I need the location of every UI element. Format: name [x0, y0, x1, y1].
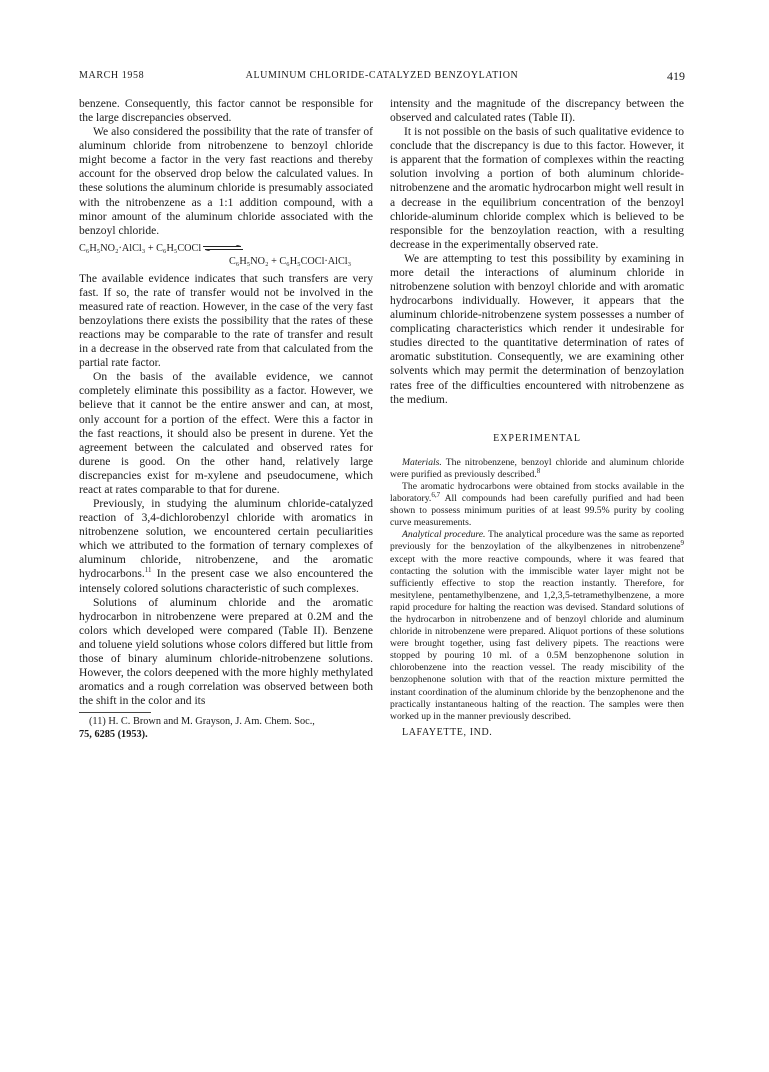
- paragraph-text: The analytical procedure was the same as reported previously for the benzoylation of the alkylbenzenes in nitrobenzene: [390, 529, 684, 553]
- paragraph: On the basis of the available evidence, we cannot completely eliminate this possibility as a factor. However, we believe that it cannot be the entire answer and can, at most, only account for a portion of the effect. Were this a factor in the fast reactions, it should also be present in durene. Yet the agreement between the calculated and observed rates for durene is good. On the other hand, relatively large discrepancies exist for m-xylene and pseudocumene, which react at rates comparable to that for durene.: [79, 371, 373, 496]
- paragraph: Solutions of aluminum chloride and the aromatic hydrocarbon in nitrobenzene were prepared at 0.2M and the colors which developed were compared (Table II). Benzene and toluene yield solutions whose colors differed but little from those of binary aluminum chloride-nitrobenzene solutions. However, the colors deepened with the more highly methylated aromatics and a rough correlation was observed between both the shift in the color and its: [79, 596, 373, 708]
- citation-superscript: 6,7: [431, 490, 441, 499]
- equilibrium-arrow-icon: [203, 245, 243, 251]
- paragraph: [390, 457, 684, 481]
- paragraph: [390, 529, 684, 723]
- right-column: [390, 97, 684, 740]
- footnote-line: 75, 6285 (1953).: [79, 728, 148, 740]
- paragraph-text: Previously, in studying the aluminum chloride-catalyzed reaction of 3,4-dichlorobenzyl chloride with aromatics in nitrobenzene solution, we encountered certain peculiarities which we attributed to the formation of ternary complexes of aluminum chloride, nitrobenzene, and the aromatic hydrocarbons.: [79, 498, 373, 581]
- header-title: ALUMINUM CHLORIDE-CATALYZED BENZOYLATION: [245, 70, 519, 81]
- paragraph-text: All compounds had been carefully purified and had been shown to possess minimum purities of at least 99.5% purity by cooling curve measurements.: [390, 493, 684, 529]
- paragraph: The available evidence indicates that such transfers are very fast. If so, the rate of transfer would not be involved in the measured rate of reaction. However, in the case of the very fast benzoylations there exists the possibility that the rates of these reactions may be comparable to the rate of transfer and result in a decrease in the observed rate from that calculated from the partial rate factor.: [79, 272, 373, 370]
- header-date: MARCH 1958: [79, 70, 145, 81]
- paragraph: [79, 497, 373, 596]
- footnote-divider: [79, 712, 151, 713]
- footnote-line: (11) H. C. Brown and M. Grayson, J. Am. Chem. Soc.,: [89, 716, 315, 728]
- running-header: [79, 70, 685, 86]
- footnote: [79, 716, 373, 741]
- page-number: 419: [667, 69, 685, 83]
- left-column: [79, 97, 373, 741]
- run-in-heading: Analytical procedure.: [402, 529, 486, 541]
- paragraph: [390, 481, 684, 529]
- author-location: LAFAYETTE, IND.: [402, 726, 493, 738]
- paragraph: benzene. Consequently, this factor cannot be responsible for the large discrepancies observed.: [79, 98, 373, 125]
- run-in-heading: Materials.: [402, 456, 442, 468]
- citation-superscript: 9: [680, 539, 684, 548]
- section-heading: EXPERIMENTAL: [493, 432, 581, 444]
- paragraph-text: The nitrobenzene, benzoyl chloride and aluminum chloride were purified as previously described.: [390, 456, 684, 480]
- equation-products: C₆H₅NO₂ + C₆H₅COCl·AlCl₃: [229, 255, 352, 267]
- paragraph-text: In the present case we also encountered the intensely colored solutions characteristic of such complexes.: [79, 568, 373, 595]
- paragraph-text: The aromatic hydrocarbons were obtained from stocks available in the laboratory.: [390, 480, 684, 505]
- experimental-section: [390, 457, 684, 740]
- citation-superscript: 11: [144, 566, 152, 575]
- paragraph: It is not possible on the basis of such qualitative evidence to conclude that the discrepancy is due to this factor. However, it is apparent that the formation of complexes within the reacting solution involving a portion of both aluminum chloride-nitrobenzene and the aromatic hydrocarbon might well result in a decrease in the equilibrium concentration of the benzoyl chloride-aluminum chloride complex which is believed to be responsible for the benzoylation reaction, with a resulting decrease in the experimentally observed rate.: [390, 126, 684, 251]
- paragraph: intensity and the magnitude of the discrepancy between the observed and calculated rates (Table II).: [390, 98, 684, 125]
- paragraph: We are attempting to test this possibility by examining in more detail the interactions of aluminum chloride in nitrobenzene solution with benzoyl chloride and with aromatic hydrocarbons individually. However, it appears that the aluminum chloride-nitrobenzene system possesses a number of complicating characteristics which render it undesirable for studies directed to the quantitative determination of rates of aromatic substitution. Consequently, we are examining other solvents which may permit the determination of benzoylation rates free of the difficulties encountered with nitrobenzene as the medium.: [390, 252, 684, 406]
- equation-reactants: C₆H₅NO₂·AlCl₃ + C₆H₅COCl: [79, 242, 202, 254]
- paragraph-text: except with the more reactive compounds, where it was feared that contacting the solution with the immiscible water layer might not be sufficiently effective to stop the reaction instantly. Therefore, for mesitylene, pentamethylbenzene, and 1,2,3,5-tetramethylbenzene, a more rapid procedure for halting the reaction was devised. Standard solutions of the hydrocarbon in nitrobenzene and of benzoyl chloride and aluminum chloride in nitrobenzene were prepared. Aliquot portions of these solutions were brought together, using fast delivery pipets. The reactions were stopped by pouring 10 ml. of a 0.5M benzophenone solution in chlorobenzene into the reaction vessel. The ready miscibility of the benzophenone solution with that of the reaction mixture permitted the instant coordination of the aluminum chloride by the benzophenone and the practically instantaneous halting of the reaction. The samples were then worked up in the manner previously described.: [390, 553, 684, 722]
- paragraph: We also considered the possibility that the rate of transfer of aluminum chloride from nitrobenzene to benzoyl chloride might become a factor in the very fast reactions and thereby account for the observed drop below the calculated values. In these solutions the aluminum chloride is presumably associated with the nitrobenzene as a 1:1 addition compound, with a minor amount of the aluminum chloride associated with the benzoyl chloride.: [79, 126, 373, 237]
- citation-superscript: 8: [536, 466, 541, 475]
- equilibrium-equation: [79, 242, 373, 268]
